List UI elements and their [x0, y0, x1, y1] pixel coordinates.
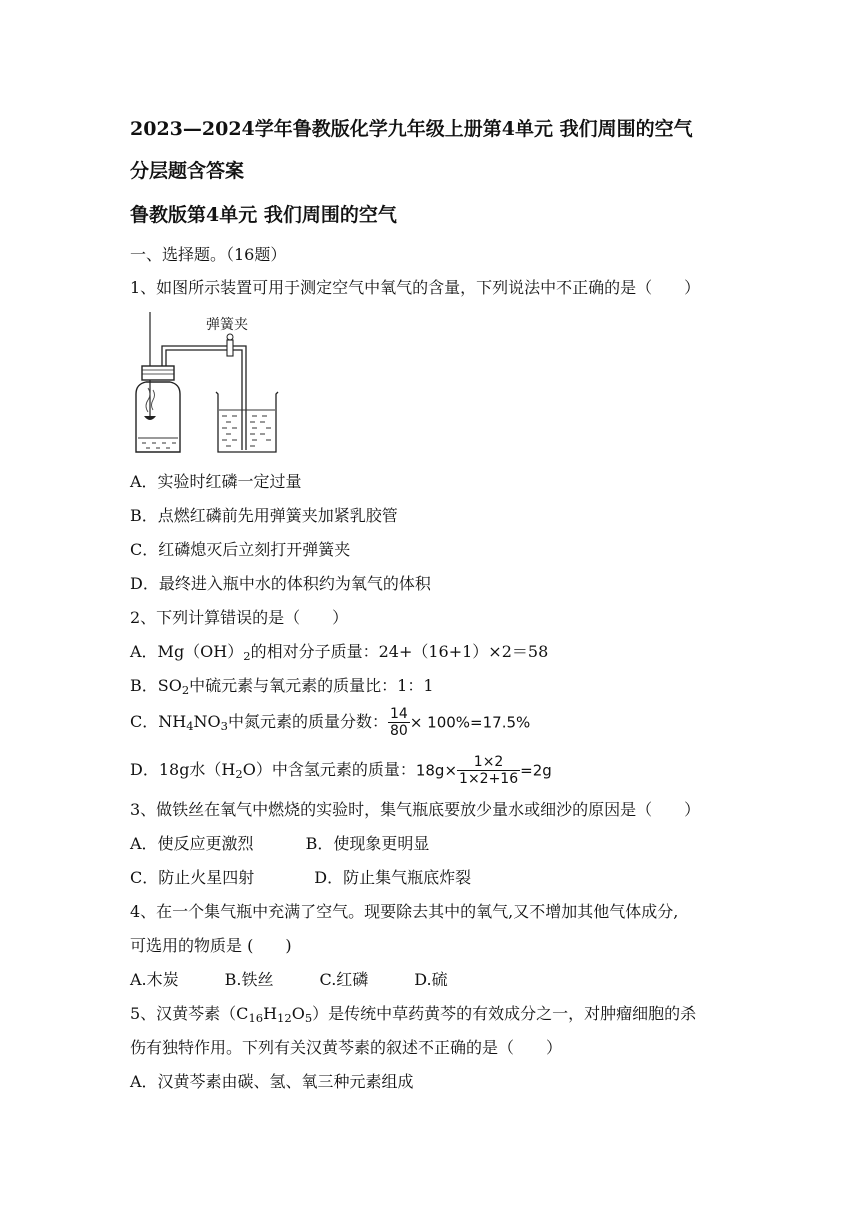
- question-4-stem-line1: 4、在一个集气瓶中充满了空气。现要除去其中的氧气,又不增加其他气体成分,: [130, 902, 679, 921]
- q2-d-numerator: 1×2: [457, 754, 520, 771]
- q2-d-sub: 2: [235, 767, 243, 782]
- q2-c-sub2: 3: [220, 719, 228, 734]
- q3-option-b: B．使现象更明显: [305, 834, 430, 853]
- q2-a-sub: 2: [243, 649, 251, 664]
- q3-options-row2: [130, 867, 471, 889]
- q5-sub-h: 12: [277, 1011, 292, 1026]
- q4-option-d: D.硫: [414, 970, 448, 989]
- q2-c-denominator: 80: [390, 723, 408, 739]
- q2-option-a: [130, 641, 548, 663]
- q3-option-c: C．防止火星四射: [130, 868, 255, 887]
- q4-options: [130, 969, 448, 991]
- q2-option-d: [130, 754, 552, 787]
- q4-option-a: A.木炭: [130, 970, 179, 989]
- q2-d-tail: =2g: [520, 761, 552, 780]
- q2-c-mid: NO: [193, 712, 221, 731]
- q2-c-pre: C．NH: [130, 712, 187, 731]
- apparatus-drawing: [128, 310, 288, 460]
- q1-option-c: C．红磷熄灭后立刻打开弹簧夹: [130, 540, 351, 559]
- q5-sub-o: 5: [304, 1011, 313, 1026]
- q2-a-post: 的相对分子质量：24+（16+1）×2＝58: [250, 642, 549, 661]
- question-5-stem-line1: [130, 1003, 696, 1025]
- q2-c-post: 中氮元素的质量分数：: [227, 712, 388, 731]
- q5-pre: 5、汉黄芩素（C: [130, 1004, 249, 1023]
- q2-b-post: 中硫元素与氧元素的质量比：1：1: [189, 676, 434, 695]
- q2-b-sub: 2: [181, 683, 190, 698]
- question-3-stem: 3、做铁丝在氧气中燃烧的实验时，集气瓶底要放少量水或细沙的原因是（ ）: [130, 800, 701, 819]
- q2-option-c: [130, 706, 530, 739]
- q5-post: ）是传统中草药黄芩的有效成分之一，对肿瘤细胞的杀: [312, 1004, 697, 1023]
- q2-d-pre: D．18g水（H: [130, 760, 236, 779]
- q2-c-numerator: 14: [390, 706, 408, 722]
- q1-option-d: D．最终进入瓶中水的体积约为氧气的体积: [130, 574, 431, 593]
- q2-d-lead: 18g×: [415, 761, 458, 780]
- q4-option-b: B.铁丝: [224, 970, 274, 989]
- question-5-stem-line2: 伤有独特作用。下列有关汉黄芩素的叙述不正确的是（ ）: [130, 1038, 563, 1057]
- q2-c-tail: × 100%=17.5%: [409, 713, 531, 732]
- section-heading: 一、选择题。（16题）: [130, 245, 287, 264]
- experiment-apparatus-figure: [128, 310, 288, 460]
- q5-sub-c: 16: [248, 1011, 264, 1026]
- q2-c-sub1: 4: [186, 719, 194, 734]
- q1-option-b: B．点燃红磷前先用弹簧夹加紧乳胶管: [130, 506, 398, 525]
- document-title-line1: 2023—2024学年鲁教版化学九年级上册第4单元 我们周围的空气: [130, 118, 693, 140]
- q2-d-fraction: [457, 754, 520, 787]
- q1-option-a: A．实验时红磷一定过量: [130, 472, 302, 491]
- q2-c-fraction: [388, 706, 410, 739]
- q5-option-a: A．汉黄芩素由碳、氢、氧三种元素组成: [130, 1072, 414, 1091]
- question-2-stem: 2、下列计算错误的是（ ）: [130, 608, 349, 627]
- question-1-stem: 1、如图所示装置可用于测定空气中氧气的含量，下列说法中不正确的是（ ）: [130, 278, 701, 297]
- q2-b-pre: B．SO: [130, 676, 182, 695]
- q2-d-post: O）中含氢元素的质量：: [242, 760, 416, 779]
- q2-d-denominator: 1×2+16: [459, 771, 519, 787]
- q3-option-a: A．使反应更激烈: [130, 834, 254, 853]
- question-4-stem-line2: 可选用的物质是 ( ): [130, 936, 292, 955]
- q5-o: O: [291, 1004, 305, 1023]
- unit-heading: 鲁教版第4单元 我们周围的空气: [130, 204, 397, 226]
- spring-clip-label: 弹簧夹: [206, 317, 248, 333]
- q3-option-d: D．防止集气瓶底炸裂: [314, 868, 472, 887]
- q2-a-pre: A．Mg（OH）: [130, 642, 244, 661]
- q2-option-b: [130, 675, 434, 697]
- q5-h: H: [263, 1004, 278, 1023]
- document-title-line2: 分层题含答案: [130, 160, 245, 182]
- q3-options-row1: [130, 833, 429, 855]
- q4-option-c: C.红磷: [319, 970, 369, 989]
